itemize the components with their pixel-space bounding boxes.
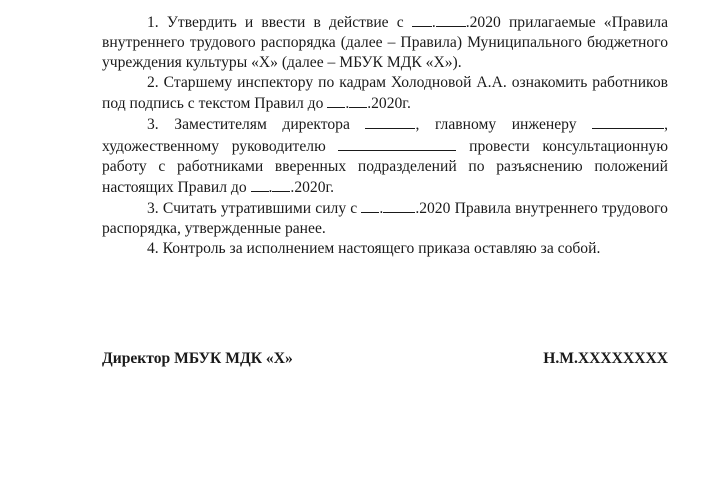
paragraph-4-text: 4. Контроль за исполнением настоящего приказа оставляю за собой. [147, 240, 601, 258]
date-separator: . [268, 178, 273, 196]
paragraph-3-text-d: провести консультационную работу с работниками вверенных подразделений по разъяснению положений настоящих Правил до [102, 137, 668, 196]
signature-block [102, 350, 668, 368]
signatory-name: Н.М.ХХХХХХХХ [543, 350, 668, 367]
paragraph-2 [102, 73, 668, 114]
signatory-position: Директор МБУК МДК «Х» [102, 350, 293, 367]
paragraph-2-text-end: .2020г. [367, 95, 411, 113]
date-separator: . [379, 199, 384, 217]
date-separator: . [345, 95, 350, 113]
paragraph-4 [102, 239, 668, 259]
date-separator: . [431, 14, 436, 31]
blank-day [251, 177, 269, 192]
order-body [102, 12, 668, 259]
paragraph-1-text-end: .2020 прилагаемые «Правила внутреннего трудового распорядка (далее – Правила) Муниципального бюджетного учреждения культуры «Х» (далее – МБУК МДК «Х»). [102, 14, 668, 72]
paragraph-3-text-c: , художественному руководителю [102, 116, 669, 155]
blank-month [436, 12, 466, 27]
blank-day [361, 198, 379, 213]
blank-deputy-director [365, 114, 415, 129]
blank-day [327, 93, 345, 108]
blank-day [412, 12, 432, 27]
paragraph-3b-text-end: .2020 Правила внутреннего трудового распорядка, утвержденные ранее. [102, 199, 668, 237]
blank-art-director [338, 136, 456, 151]
blank-chief-engineer [592, 114, 664, 129]
paragraph-1-text-start: 1. Утвердить и ввести в действие с [147, 14, 412, 31]
paragraph-3 [102, 114, 668, 197]
paragraph-3-text-e: .2020г. [290, 178, 335, 196]
blank-month [272, 177, 290, 192]
paragraph-3b-text-start: 3. Считать утратившими силу с [147, 199, 362, 217]
paragraph-1 [102, 12, 668, 73]
paragraph-3-text-a: 3. Заместителям директора [147, 116, 366, 134]
paragraph-3-text-b: , главному инженеру [415, 116, 593, 134]
paragraph-2-text-start: 2. Старшему инспектору по кадрам Холодновой А.А. ознакомить работников под подпись с текстом Правил до [102, 74, 668, 113]
paragraph-3b [102, 198, 668, 239]
blank-month [383, 198, 415, 213]
blank-month [349, 93, 367, 108]
